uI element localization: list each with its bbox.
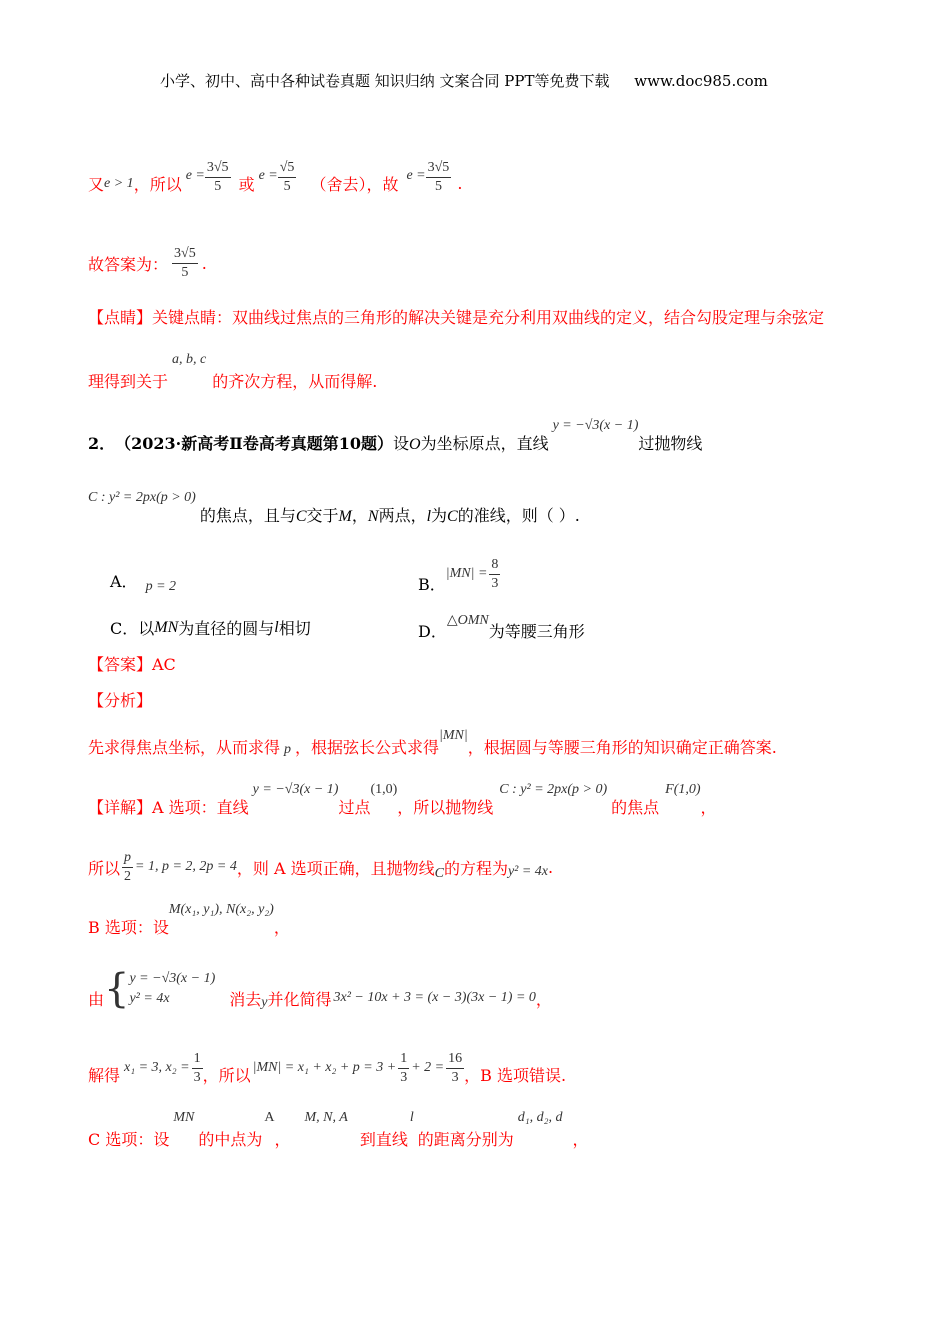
brace-symbol: { (104, 966, 130, 1012)
solution-line-eccentricity (88, 160, 462, 206)
text: ，所以 (133, 174, 182, 194)
fraction-16-3 (446, 1051, 464, 1086)
text: 的焦点 (611, 798, 660, 817)
fraction-answer (172, 246, 198, 281)
text: C 选项：设 (88, 1130, 170, 1149)
fraction-1-3b (398, 1051, 409, 1086)
math-parabola: C : y² = 2px(p > 0) (499, 782, 608, 797)
math-plus-2: + 2 = (411, 1060, 445, 1075)
math-M: M (338, 508, 352, 525)
math-N: N (367, 508, 379, 525)
fraction-den: 5 (214, 178, 222, 194)
page-header (160, 70, 768, 91)
text: 为直径的圆与 (178, 619, 275, 638)
analysis-title: 【分析】 (88, 691, 153, 710)
text: 过点 (338, 798, 371, 817)
text: 的齐次方程，从而得解. (212, 372, 378, 391)
answer-label: 【答案】AC (88, 655, 176, 674)
math-abc: a, b, c (172, 352, 207, 367)
fraction-den: 3 (400, 1069, 408, 1085)
text: 故答案为： (88, 254, 169, 274)
text: ， (351, 506, 368, 525)
math-C: C (447, 508, 458, 525)
fraction-num: √5 (278, 160, 297, 178)
fraction-e3 (426, 160, 452, 195)
fraction-den: 5 (181, 264, 189, 280)
math-p-values: = 1, p = 2, 2p = 4 (135, 859, 237, 874)
math-line-eq: y = −√3(x − 1) (552, 418, 639, 433)
math-e-lhs: e = (406, 168, 426, 183)
math-p: p (284, 742, 292, 757)
math-mn-abs: |MN| (439, 728, 468, 743)
math-MN: MN (173, 1110, 195, 1125)
text: ，B 选项错误. (464, 1065, 567, 1085)
text: 的中点为 (198, 1130, 263, 1149)
question-source: （2023·新高考Ⅱ卷高考真题第10题） (115, 434, 393, 453)
detail-solve (88, 1046, 566, 1090)
fraction-num: 1 (398, 1051, 409, 1069)
text: ，根据弦长公式求得 (295, 738, 440, 757)
text: 又 (88, 174, 105, 194)
fraction-num: 1 (192, 1051, 203, 1069)
fraction-e2 (278, 160, 297, 195)
text: 的准线，则（ ）. (457, 506, 580, 525)
text: （舍去），故 (310, 174, 399, 194)
detail-system (88, 965, 552, 1013)
math-quadratic: 3x² − 10x + 3 = (x − 3)(3x − 1) = 0 (333, 990, 536, 1005)
math-l: l (274, 618, 279, 636)
text: ，根据圆与等腰三角形的知识确定正确答案. (467, 738, 777, 757)
detail-b (88, 845, 553, 889)
math-points-mn: M(x₁, y₁), N(x₂, y₂) (168, 902, 274, 917)
math-point: (1,0) (370, 782, 398, 797)
math-e-lhs: e = (258, 168, 278, 183)
fraction-den: 2 (124, 868, 132, 884)
text: 为等腰三角形 (488, 622, 585, 641)
header-url: www.doc985.com (634, 72, 768, 90)
text: ， (274, 1130, 291, 1149)
fraction-den: 5 (283, 178, 291, 194)
text: 到直线 (359, 1130, 408, 1149)
final-answer-line (88, 240, 207, 286)
option-label: D． (418, 622, 447, 641)
text: 【详解】A 选项：直线 (88, 798, 249, 817)
math-e-lhs: e = (185, 168, 205, 183)
question-2-line-1 (88, 418, 702, 454)
option-label: C．以 (110, 619, 155, 638)
fraction-num: 3√5 (172, 246, 198, 264)
option-c (110, 616, 311, 639)
text: 的距离分别为 (417, 1130, 514, 1149)
math-O: O (409, 436, 421, 453)
math-parabola: C : y² = 2px(p > 0) (88, 490, 196, 505)
math-mn-abs: |MN| = (445, 566, 488, 581)
text: 交于 (306, 506, 339, 525)
math-distances: d₁, d₂, d (517, 1110, 563, 1125)
question-2-line-2 (88, 490, 580, 526)
text: . (548, 857, 554, 877)
math-MNA: M, N, A (304, 1110, 348, 1125)
fraction-den: 3 (491, 575, 499, 591)
detail-b-option (88, 902, 290, 938)
math-p-eq-2: p = 2 (145, 579, 177, 594)
math-C: C (295, 508, 307, 525)
math-l: l (426, 508, 432, 525)
text: 解得 (88, 1065, 121, 1085)
fraction-den: 3 (193, 1069, 201, 1085)
question-number: 2． (88, 434, 116, 453)
analysis-text (88, 728, 777, 758)
fraction-den: 5 (434, 178, 442, 194)
equation-system (129, 971, 215, 1007)
text: 的焦点，且与 (199, 506, 296, 525)
fraction-num: 3√5 (426, 160, 452, 178)
text: 先求得焦点坐标，从而求得 (88, 738, 281, 757)
fraction-num: 8 (489, 557, 500, 575)
text: 的方程为 (443, 858, 508, 878)
math-system-eq-2: y² = 4x (129, 991, 170, 1006)
math-y: y (261, 995, 268, 1010)
detail-a (88, 782, 717, 818)
fraction-num: 3√5 (205, 160, 231, 178)
tip-line-2 (88, 352, 377, 392)
fraction-num: p (122, 850, 133, 868)
math-MN: MN (154, 618, 179, 636)
math-triangle-omn: △OMN (446, 613, 489, 628)
fraction-e1 (205, 160, 231, 195)
math-parabola-eq: y² = 4x (507, 864, 549, 879)
text: 两点， (378, 506, 427, 525)
text: . (201, 253, 207, 273)
option-a (110, 565, 176, 595)
header-text: 小学、初中、高中各种试卷真题 知识归纳 文案合同 PPT等免费下载 (160, 72, 610, 90)
text: ， (535, 989, 552, 1009)
text: 由 (88, 989, 105, 1009)
detail-c (88, 1110, 588, 1150)
text: ，则 A 选项正确，且抛物线 (236, 858, 435, 878)
math-focus: F(1,0) (665, 782, 701, 797)
math-roots: x₁ = 3, x₂ = (124, 1060, 190, 1075)
text: 或 (238, 174, 255, 194)
math-line-eq: y = −√3(x − 1) (252, 782, 339, 797)
text: ，所以抛物线 (397, 798, 494, 817)
text: . (457, 173, 463, 193)
text: 相切 (278, 619, 311, 638)
text: 为 (431, 506, 448, 525)
fraction-den: 3 (451, 1069, 459, 1085)
fraction-num: 16 (446, 1051, 464, 1069)
option-label: A． (110, 571, 138, 591)
fraction-p-2 (122, 850, 133, 885)
text: ， (700, 798, 717, 817)
text: 消去 (229, 989, 262, 1009)
text: 理得到关于 (88, 372, 169, 391)
fraction-8-3 (489, 557, 500, 592)
math-l: l (409, 1110, 414, 1125)
text: 设 (393, 434, 410, 453)
math-system-eq-1: y = −√3(x − 1) (129, 971, 216, 986)
option-d (418, 612, 585, 642)
text: 过抛物线 (638, 434, 703, 453)
text: 并化简得 (267, 989, 332, 1009)
text: B 选项：设 (88, 918, 169, 937)
math-e-gt-1: e > 1 (104, 176, 134, 191)
math-C: C (434, 866, 444, 881)
text: 为坐标原点，直线 (420, 434, 549, 453)
math-A: A (264, 1110, 275, 1125)
option-b (418, 552, 500, 596)
text: ， (273, 918, 290, 937)
text: ，所以 (202, 1065, 251, 1085)
tip-line-1: 【点睛】关键点睛：双曲线过焦点的三角形的解决关键是充分利用双曲线的定义，结合勾股定理与余弦定 (88, 308, 825, 327)
fraction-1-3 (192, 1051, 203, 1086)
text: 所以 (88, 858, 121, 878)
math-mn-length: |MN| = x₁ + x₂ + p = 3 + (252, 1060, 397, 1075)
text: ， (572, 1130, 589, 1149)
option-label: B． (418, 574, 446, 594)
